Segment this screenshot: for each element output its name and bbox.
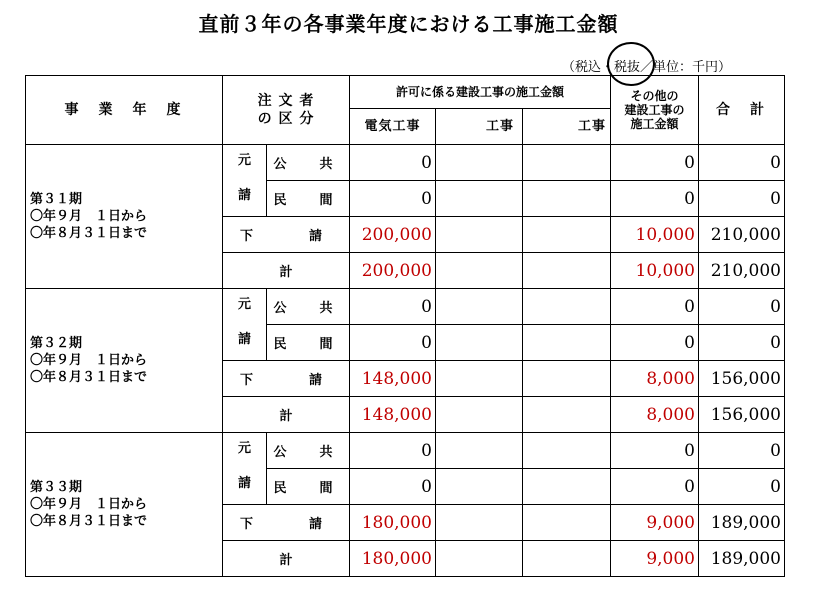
amount-total: 189,000: [699, 505, 785, 541]
amount-electric: 200,000: [350, 217, 436, 253]
header-other-line2: 建設工事の: [624, 103, 685, 117]
amount-other: 0: [611, 469, 699, 505]
amount-total: 0: [699, 433, 785, 469]
amount-electric: 180,000: [350, 541, 436, 577]
amount-other: 9,000: [611, 541, 699, 577]
period-label: [26, 289, 223, 433]
amount-electric: 0: [350, 289, 436, 325]
period-start: 〇年９月 １日から: [30, 497, 148, 512]
prime-contract-top: 元: [237, 297, 251, 312]
amount-work-2: [436, 505, 523, 541]
period-start: 〇年９月 １日から: [30, 209, 148, 224]
amount-other: 0: [611, 433, 699, 469]
unit-note-open: （税込・: [562, 60, 615, 75]
customer-type-private: 民 間: [267, 469, 350, 505]
amount-work-3: [523, 361, 611, 397]
period-name: 第３１期: [30, 192, 83, 207]
customer-type-public: 公 共: [267, 433, 350, 469]
amount-other: 8,000: [611, 397, 699, 433]
header-other: [611, 76, 699, 145]
amount-work-2: [436, 145, 523, 181]
amount-total: 156,000: [699, 397, 785, 433]
amount-work-2: [436, 361, 523, 397]
unit-note-circled: 税抜: [614, 56, 640, 75]
amount-work-3: [523, 433, 611, 469]
header-work-2: 工事: [436, 109, 523, 145]
amount-other: 8,000: [611, 361, 699, 397]
customer-type-private: 民 間: [267, 181, 350, 217]
amount-other: 0: [611, 325, 699, 361]
header-electric: 電気工事: [350, 109, 436, 145]
amount-work-3: [523, 181, 611, 217]
header-customer: [223, 76, 350, 145]
header-other-line3: 施工金額: [630, 117, 679, 131]
amount-work-2: [436, 289, 523, 325]
customer-type-sum: 計: [223, 253, 350, 289]
amount-work-3: [523, 469, 611, 505]
customer-type-sub: 下 請: [223, 361, 350, 397]
table-row: [26, 145, 785, 181]
amount-total: 0: [699, 145, 785, 181]
amount-electric: 148,000: [350, 397, 436, 433]
amount-total: 156,000: [699, 361, 785, 397]
period-end: 〇年８月３１日まで: [30, 370, 148, 385]
prime-contract-top: 元: [237, 441, 251, 456]
prime-contract-label: [223, 145, 267, 217]
amount-work-3: [523, 253, 611, 289]
prime-contract-bottom: 請: [237, 476, 251, 491]
header-customer-line2: の 区 分: [257, 111, 315, 127]
construction-amount-table: [25, 75, 785, 577]
amount-work-3: [523, 325, 611, 361]
amount-electric: 0: [350, 469, 436, 505]
prime-contract-top: 元: [237, 153, 251, 168]
amount-work-3: [523, 397, 611, 433]
amount-electric: 0: [350, 325, 436, 361]
amount-total: 0: [699, 325, 785, 361]
amount-work-3: [523, 289, 611, 325]
amount-electric: 200,000: [350, 253, 436, 289]
amount-work-3: [523, 145, 611, 181]
amount-other: 0: [611, 289, 699, 325]
amount-total: 0: [699, 181, 785, 217]
customer-type-sub: 下 請: [223, 217, 350, 253]
period-start: 〇年９月 １日から: [30, 353, 148, 368]
amount-electric: 180,000: [350, 505, 436, 541]
period-name: 第３３期: [30, 480, 83, 495]
amount-other: 10,000: [611, 217, 699, 253]
amount-total: 0: [699, 469, 785, 505]
customer-type-private: 民 間: [267, 325, 350, 361]
amount-work-3: [523, 541, 611, 577]
unit-note: [562, 56, 782, 75]
table-row: [26, 289, 785, 325]
prime-contract-bottom: 請: [237, 188, 251, 203]
amount-work-2: [436, 253, 523, 289]
amount-other: 9,000: [611, 505, 699, 541]
amount-work-2: [436, 397, 523, 433]
prime-contract-label: [223, 433, 267, 505]
amount-total: 210,000: [699, 217, 785, 253]
period-label: [26, 433, 223, 577]
period-label: [26, 145, 223, 289]
amount-work-2: [436, 181, 523, 217]
amount-electric: 148,000: [350, 361, 436, 397]
header-other-line1: その他の: [630, 89, 679, 103]
amount-total: 189,000: [699, 541, 785, 577]
period-name: 第３２期: [30, 336, 83, 351]
amount-other: 0: [611, 181, 699, 217]
customer-type-sum: 計: [223, 541, 350, 577]
amount-work-2: [436, 469, 523, 505]
amount-total: 0: [699, 289, 785, 325]
amount-work-2: [436, 325, 523, 361]
amount-other: 10,000: [611, 253, 699, 289]
prime-contract-bottom: 請: [237, 332, 251, 347]
header-customer-line1: 注 文 者: [257, 93, 315, 109]
page-title: 直前３年の各事業年度における工事施工金額: [198, 12, 619, 36]
table-row: [26, 433, 785, 469]
header-permitted-group: 許可に係る建設工事の施工金額: [350, 76, 611, 109]
customer-type-sub: 下 請: [223, 505, 350, 541]
amount-work-2: [436, 541, 523, 577]
amount-other: 0: [611, 145, 699, 181]
amount-electric: 0: [350, 181, 436, 217]
header-total: 合 計: [699, 76, 785, 145]
customer-type-public: 公 共: [267, 289, 350, 325]
period-end: 〇年８月３１日まで: [30, 226, 148, 241]
header-period: 事 業 年 度: [26, 76, 223, 145]
period-end: 〇年８月３１日まで: [30, 514, 148, 529]
amount-work-2: [436, 433, 523, 469]
customer-type-sum: 計: [223, 397, 350, 433]
amount-electric: 0: [350, 433, 436, 469]
amount-work-3: [523, 505, 611, 541]
prime-contract-label: [223, 289, 267, 361]
amount-work-2: [436, 217, 523, 253]
header-work-3: 工事: [523, 109, 611, 145]
customer-type-public: 公 共: [267, 145, 350, 181]
unit-note-close: ／単位：千円）: [640, 60, 732, 75]
amount-total: 210,000: [699, 253, 785, 289]
amount-work-3: [523, 217, 611, 253]
amount-electric: 0: [350, 145, 436, 181]
